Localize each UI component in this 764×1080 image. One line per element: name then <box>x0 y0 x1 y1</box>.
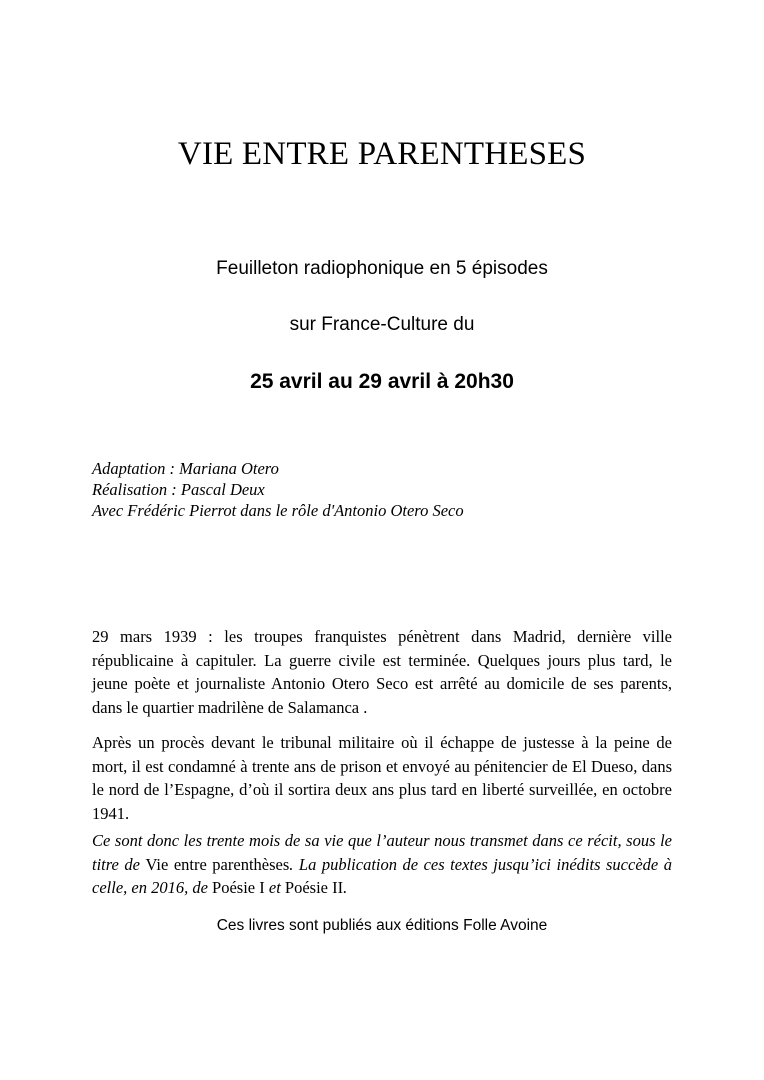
credit-cast: Avec Frédéric Pierrot dans le rôle d'Antonio Otero Seco <box>92 501 464 520</box>
paragraph-trial: Après un procès devant le tribunal militaire où il échappe de justesse à la peine de mort, il est condamné à trente ans de prison et envoyé au pénitencier de El Dueso, dans le nord de l’Espagne, d’où il sortira deux ans plus tard en liberté surveillée, en octobre 1941. <box>92 733 672 823</box>
broadcast-channel: sur France-Culture du <box>289 314 475 335</box>
credit-adaptation: Adaptation : Mariana Otero <box>92 459 279 478</box>
series-subtitle: Feuilleton radiophonique en 5 épisodes <box>216 258 548 279</box>
paragraph-publication <box>92 829 672 900</box>
book-title-poesie-2: Poésie II <box>284 878 344 897</box>
publisher-note: Ces livres sont publiés aux éditions Folle Avoine <box>216 917 548 934</box>
book-title-vie-entre-parentheses: Vie entre parenthèses <box>145 854 290 874</box>
document-title: VIE ENTRE PARENTHESES <box>177 136 587 172</box>
paragraph-publication-text-4: . <box>343 878 348 897</box>
book-title-poesie-1: Poésie I <box>212 878 265 897</box>
paragraph-publication-text-2: . La publication de ces textes jusqu’ici inédits succède à celle, en 2016, de <box>92 854 672 897</box>
paragraph-publication-text-3: et <box>264 878 285 897</box>
broadcast-dates: 25 avril au 29 avril à 20h30 <box>250 370 514 393</box>
paragraph-publication-text-1: Ce sont donc les trente mois de sa vie que l’auteur nous transmet dans ce récit, sous le titre de <box>92 831 672 874</box>
credits-block <box>92 458 692 521</box>
credit-direction: Réalisation : Pascal Deux <box>92 480 265 499</box>
paragraph-arrest: 29 mars 1939 : les troupes franquistes pénètrent dans Madrid, dernière ville républicaine à capituler. La guerre civile est terminée. Quelques jours plus tard, le jeune poète et journaliste Antonio Otero Seco est arrêté au domicile de ses parents, dans le quartier madrilène de Salamanca . <box>92 627 672 717</box>
